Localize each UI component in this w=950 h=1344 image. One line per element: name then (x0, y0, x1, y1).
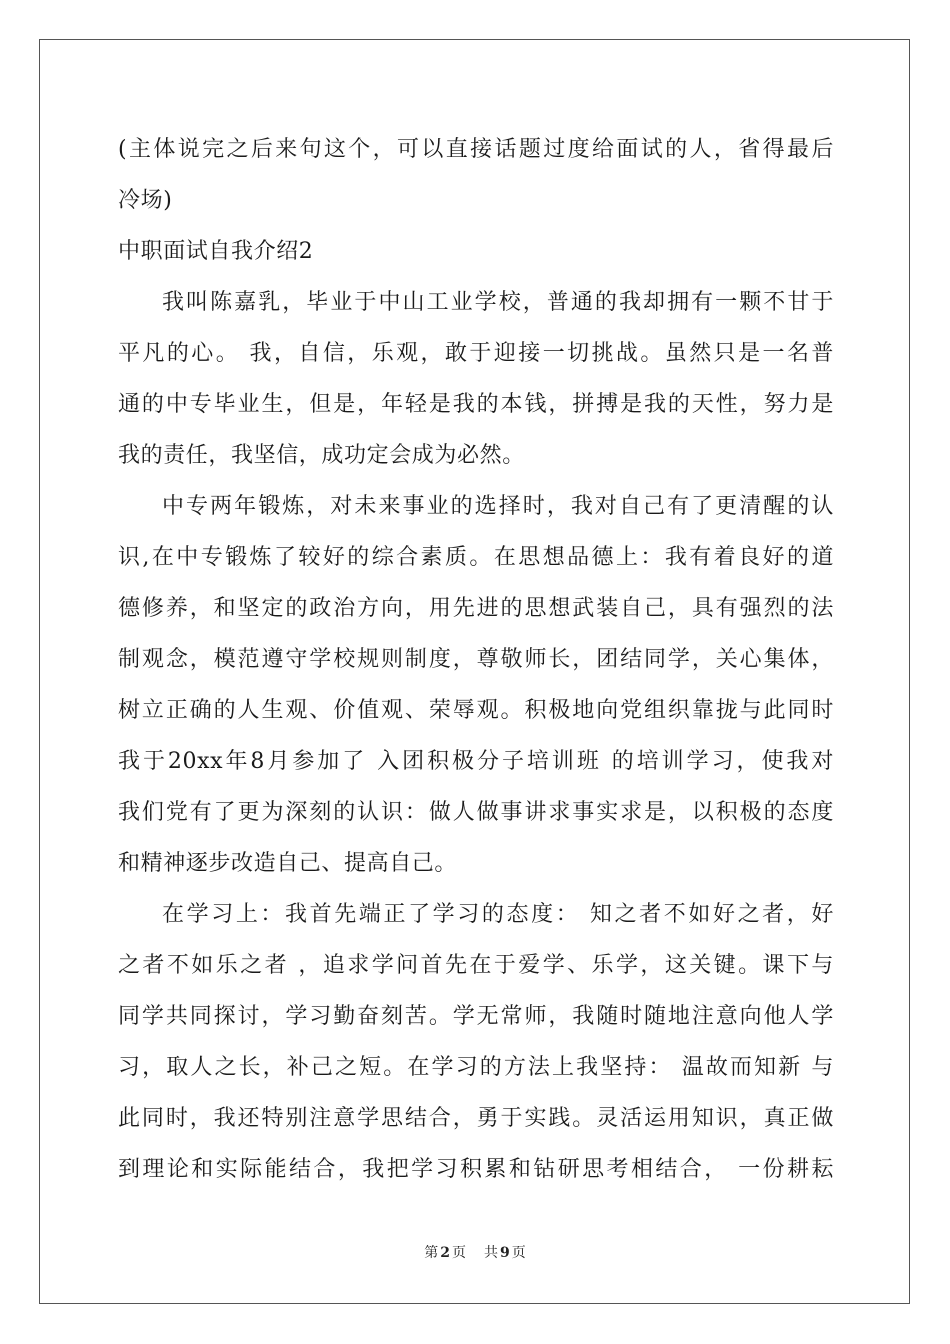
text-line: 习，取人之长，补己之短。在学习的方法上我坚持： 温故而知新 与 (118, 1055, 834, 1080)
text-line: 制观念，模范遵守学校规则制度，尊敬师长，团结同学，关心集体， (118, 647, 834, 672)
text-line: 我于20xx年8月参加了 入团积极分子培训班 的培训学习，使我对 (118, 749, 834, 774)
section-heading: 中职面试自我介绍2 (118, 239, 314, 264)
text-line: 树立正确的人生观、价值观、荣辱观。积极地向党组织靠拢与此同时 (118, 698, 834, 723)
text-line: 到理论和实际能结合，我把学习积累和钻研思考相结合， 一份耕耘 (118, 1157, 834, 1182)
text-line: 通的中专毕业生，但是，年轻是我的本钱，拼搏是我的天性，努力是 (118, 392, 834, 417)
footer-total-suffix: 页 (511, 1245, 526, 1261)
text-line: 同学共同探讨，学习勤奋刻苦。学无常师，我随时随地注意向他人学 (118, 1004, 834, 1029)
page-footer (0, 1242, 950, 1262)
paragraph-first-line: 中专两年锻炼，对未来事业的选择时，我对自己有了更清醒的认 (162, 494, 834, 519)
text-line: 德修养，和坚定的政治方向，用先进的思想武装自己，具有强烈的法 (118, 596, 834, 621)
text-line: 之者不如乐之者 ，追求学问首先在于爱学、乐学，这关键。课下与 (118, 953, 834, 978)
text-line: 我们党有了更为深刻的认识：做人做事讲求事实求是，以积极的态度 (118, 800, 834, 825)
footer-page-current: 2 (440, 1245, 450, 1261)
text-line: 平凡的心。 我，自信，乐观，敢于迎接一切挑战。虽然只是一名普 (118, 341, 834, 366)
footer-total-prefix: 共 (484, 1245, 498, 1261)
text-line: 我的责任，我坚信，成功定会成为必然。 (118, 443, 525, 468)
text-line: 和精神逐步改造自己、提高自己。 (118, 851, 458, 876)
text-line: (主体说完之后来句这个，可以直接话题过度给面试的人，省得最后 (118, 137, 834, 162)
text-line: 识,在中专锻炼了较好的综合素质。在思想品德上：我有着良好的道 (118, 545, 834, 570)
footer-page-suffix: 页 (452, 1245, 466, 1261)
paragraph-first-line: 我叫陈嘉乳，毕业于中山工业学校，普通的我却拥有一颗不甘于 (162, 290, 834, 315)
paragraph-first-line: 在学习上：我首先端正了学习的态度： 知之者不如好之者，好 (162, 902, 834, 927)
document-body (118, 124, 834, 1195)
footer-page-prefix: 第 (424, 1245, 439, 1261)
text-line: 此同时，我还特别注意学思结合，勇于实践。灵活运用知识，真正做 (118, 1106, 834, 1131)
text-line: 冷场) (118, 188, 173, 213)
footer-page-total: 9 (500, 1245, 510, 1261)
